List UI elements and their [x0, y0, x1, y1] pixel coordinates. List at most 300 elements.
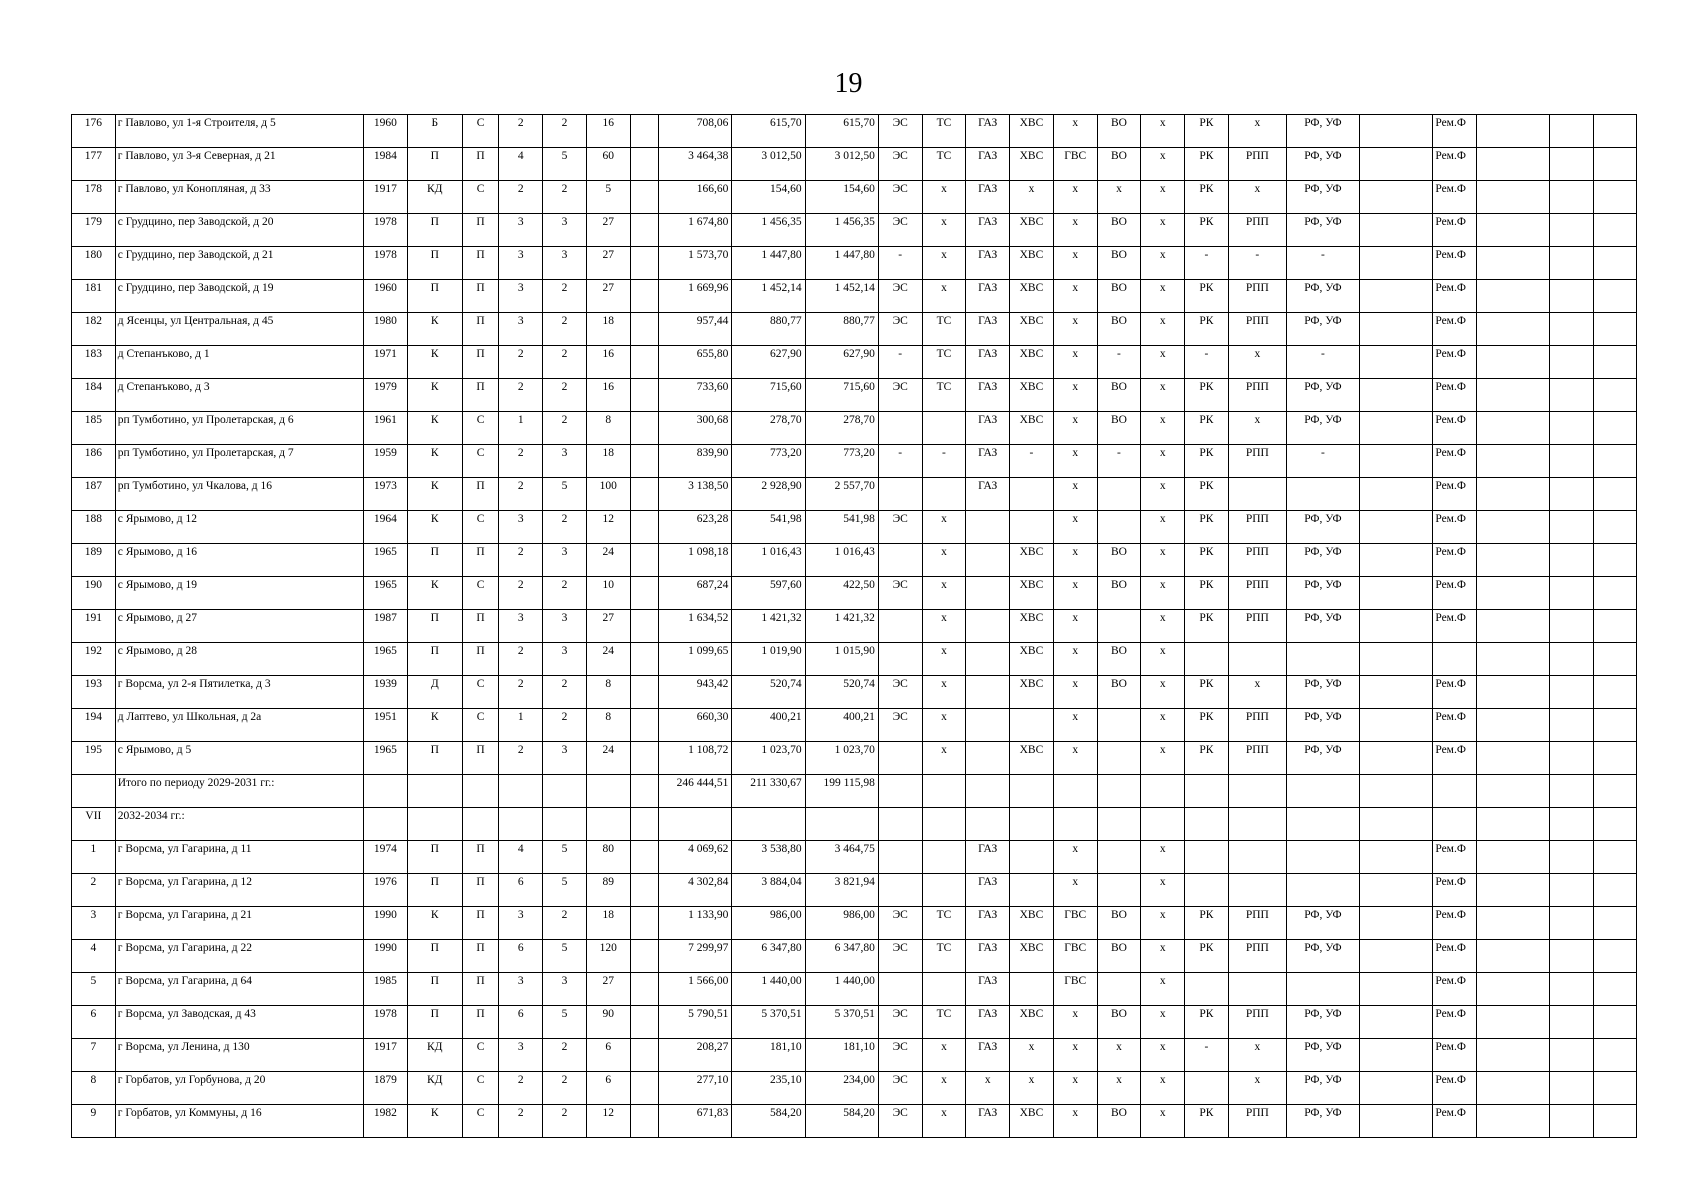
heating-cell: [922, 841, 966, 874]
sewerage-cell: ВО: [1097, 577, 1141, 610]
house-type-cell: С: [462, 676, 499, 709]
living-area-cell: 520,74: [732, 676, 805, 709]
blank-cell: [1477, 511, 1550, 544]
house-type-cell: С: [462, 577, 499, 610]
total-area-cell: 3 464,38: [659, 148, 732, 181]
blank-cell: [1360, 313, 1433, 346]
entrances-cell: 2: [543, 511, 587, 544]
house-type-cell: П: [462, 280, 499, 313]
blank-cell: [1550, 643, 1594, 676]
house-type-cell: П: [462, 247, 499, 280]
blank-cell: [1360, 511, 1433, 544]
sewerage-cell: ВО: [1097, 247, 1141, 280]
table-row: [72, 247, 1637, 280]
residential-area-cell: 3 821,94: [805, 874, 878, 907]
floors-cell: 3: [499, 610, 543, 643]
house-type-cell: П: [462, 940, 499, 973]
table-row: [72, 313, 1637, 346]
address-cell: с Грудцино, пер Заводской, д 20: [115, 214, 363, 247]
electricity-cell: ЭС: [878, 940, 922, 973]
total-area-cell: 655,80: [659, 346, 732, 379]
residential-area-cell: 1 456,35: [805, 214, 878, 247]
living-area-cell: 715,60: [732, 379, 805, 412]
sewerage-cell: ВО: [1097, 379, 1141, 412]
rk-cell: [1185, 643, 1229, 676]
residential-area-cell: 199 115,98: [805, 775, 878, 808]
gas-cell: ГАЗ: [966, 115, 1010, 148]
year-built-cell: 1965: [364, 742, 408, 775]
rk-cell: РК: [1185, 1006, 1229, 1039]
blank-cell: [630, 1105, 658, 1138]
roof-facade-cell: РФ, УФ: [1286, 1105, 1359, 1138]
roof-facade-cell: РФ, УФ: [1286, 280, 1359, 313]
blank-cell: [1477, 412, 1550, 445]
cold-water-cell: ХВС: [1010, 544, 1054, 577]
utility-cell: х: [1141, 346, 1185, 379]
sewerage-cell: [1097, 874, 1141, 907]
repair-fund-cell: Рем.Ф: [1433, 181, 1477, 214]
cold-water-cell: ХВС: [1010, 280, 1054, 313]
row-number-cell: 182: [72, 313, 116, 346]
cold-water-cell: ХВС: [1010, 115, 1054, 148]
total-area-cell: [659, 808, 732, 841]
year-built-cell: 1951: [364, 709, 408, 742]
blank-cell: [630, 379, 658, 412]
entrances-cell: 3: [543, 247, 587, 280]
gas-cell: ГАЗ: [966, 412, 1010, 445]
year-built-cell: 1980: [364, 313, 408, 346]
electricity-cell: ЭС: [878, 313, 922, 346]
rpp-cell: х: [1228, 181, 1286, 214]
residential-area-cell: [805, 808, 878, 841]
living-area-cell: 1 019,90: [732, 643, 805, 676]
house-type-cell: С: [462, 115, 499, 148]
year-built-cell: 1965: [364, 544, 408, 577]
table-row: [72, 214, 1637, 247]
apartments-cell: 24: [586, 544, 630, 577]
repair-fund-cell: Рем.Ф: [1433, 148, 1477, 181]
roof-facade-cell: РФ, УФ: [1286, 577, 1359, 610]
gas-cell: [966, 676, 1010, 709]
house-type-cell: С: [462, 709, 499, 742]
sewerage-cell: [1097, 610, 1141, 643]
living-area-cell: 2 928,90: [732, 478, 805, 511]
total-area-cell: 1 098,18: [659, 544, 732, 577]
table-row: [72, 709, 1637, 742]
residential-area-cell: 627,90: [805, 346, 878, 379]
blank-cell: [630, 1039, 658, 1072]
roof-facade-cell: РФ, УФ: [1286, 544, 1359, 577]
utility-cell: х: [1141, 379, 1185, 412]
hot-water-cell: ГВС: [1053, 907, 1097, 940]
electricity-cell: ЭС: [878, 1105, 922, 1138]
living-area-cell: 773,20: [732, 445, 805, 478]
apartments-cell: 27: [586, 214, 630, 247]
roof-facade-cell: РФ, УФ: [1286, 412, 1359, 445]
rpp-cell: РПП: [1228, 544, 1286, 577]
address-cell: г Ворсма, ул Ленина, д 130: [115, 1039, 363, 1072]
rk-cell: [1185, 874, 1229, 907]
floors-cell: 3: [499, 280, 543, 313]
blank-cell: [1360, 643, 1433, 676]
living-area-cell: [732, 808, 805, 841]
address-cell: г Ворсма, ул Гагарина, д 11: [115, 841, 363, 874]
roof-facade-cell: [1286, 808, 1359, 841]
cold-water-cell: ХВС: [1010, 742, 1054, 775]
table-row: [72, 643, 1637, 676]
blank-cell: [1594, 874, 1637, 907]
utility-cell: х: [1141, 115, 1185, 148]
residential-area-cell: 1 023,70: [805, 742, 878, 775]
wall-material-cell: К: [407, 907, 462, 940]
roof-facade-cell: РФ, УФ: [1286, 742, 1359, 775]
gas-cell: [966, 808, 1010, 841]
blank-cell: [1594, 742, 1637, 775]
table-row: [72, 478, 1637, 511]
table-row: [72, 445, 1637, 478]
hot-water-cell: х: [1053, 115, 1097, 148]
address-cell: рп Тумботино, ул Пролетарская, д 6: [115, 412, 363, 445]
hot-water-cell: х: [1053, 445, 1097, 478]
rk-cell: РК: [1185, 940, 1229, 973]
living-area-cell: 1 447,80: [732, 247, 805, 280]
cold-water-cell: ХВС: [1010, 643, 1054, 676]
blank-cell: [1477, 742, 1550, 775]
wall-material-cell: [407, 775, 462, 808]
heating-cell: х: [922, 1072, 966, 1105]
entrances-cell: 2: [543, 115, 587, 148]
table-row: [72, 577, 1637, 610]
wall-material-cell: П: [407, 610, 462, 643]
hot-water-cell: х: [1053, 1072, 1097, 1105]
rpp-cell: -: [1228, 247, 1286, 280]
repair-fund-cell: [1433, 808, 1477, 841]
address-cell: с Грудцино, пер Заводской, д 19: [115, 280, 363, 313]
blank-cell: [1550, 115, 1594, 148]
hot-water-cell: х: [1053, 478, 1097, 511]
hot-water-cell: х: [1053, 1006, 1097, 1039]
blank-cell: [1594, 379, 1637, 412]
blank-cell: [630, 346, 658, 379]
repair-fund-cell: Рем.Ф: [1433, 1006, 1477, 1039]
gas-cell: ГАЗ: [966, 874, 1010, 907]
wall-material-cell: П: [407, 544, 462, 577]
gas-cell: [966, 577, 1010, 610]
wall-material-cell: П: [407, 742, 462, 775]
utility-cell: х: [1141, 412, 1185, 445]
hot-water-cell: х: [1053, 511, 1097, 544]
row-number-cell: 181: [72, 280, 116, 313]
rk-cell: РК: [1185, 280, 1229, 313]
total-area-cell: 733,60: [659, 379, 732, 412]
floors-cell: 2: [499, 379, 543, 412]
sewerage-cell: ВО: [1097, 313, 1141, 346]
utility-cell: х: [1141, 709, 1185, 742]
electricity-cell: -: [878, 346, 922, 379]
electricity-cell: -: [878, 247, 922, 280]
table-row: [72, 973, 1637, 1006]
rpp-cell: [1228, 643, 1286, 676]
residential-area-cell: 715,60: [805, 379, 878, 412]
roof-facade-cell: РФ, УФ: [1286, 709, 1359, 742]
utility-cell: [1141, 808, 1185, 841]
sewerage-cell: ВО: [1097, 214, 1141, 247]
residential-area-cell: 584,20: [805, 1105, 878, 1138]
blank-cell: [1550, 511, 1594, 544]
address-cell: с Ярымово, д 16: [115, 544, 363, 577]
row-number-cell: 188: [72, 511, 116, 544]
table-row: [72, 1072, 1637, 1105]
electricity-cell: [878, 412, 922, 445]
wall-material-cell: Б: [407, 115, 462, 148]
entrances-cell: 3: [543, 544, 587, 577]
rk-cell: РК: [1185, 115, 1229, 148]
rpp-cell: РПП: [1228, 445, 1286, 478]
cold-water-cell: ХВС: [1010, 907, 1054, 940]
entrances-cell: [543, 775, 587, 808]
address-cell: д Ясенцы, ул Центральная, д 45: [115, 313, 363, 346]
year-built-cell: 1939: [364, 676, 408, 709]
cold-water-cell: ХВС: [1010, 412, 1054, 445]
total-area-cell: 671,83: [659, 1105, 732, 1138]
table-row: [72, 676, 1637, 709]
floors-cell: 2: [499, 115, 543, 148]
year-built-cell: 1990: [364, 907, 408, 940]
floors-cell: 2: [499, 1072, 543, 1105]
blank-cell: [1594, 973, 1637, 1006]
table-row: [72, 181, 1637, 214]
wall-material-cell: К: [407, 346, 462, 379]
sewerage-cell: ВО: [1097, 1105, 1141, 1138]
blank-cell: [1550, 412, 1594, 445]
rpp-cell: РПП: [1228, 577, 1286, 610]
year-built-cell: 1982: [364, 1105, 408, 1138]
house-type-cell: П: [462, 313, 499, 346]
house-type-cell: С: [462, 1072, 499, 1105]
blank-cell: [1594, 115, 1637, 148]
utility-cell: х: [1141, 313, 1185, 346]
cold-water-cell: ХВС: [1010, 940, 1054, 973]
cold-water-cell: ХВС: [1010, 1105, 1054, 1138]
utility-cell: х: [1141, 940, 1185, 973]
blank-cell: [1477, 115, 1550, 148]
heating-cell: [922, 973, 966, 1006]
address-cell: г Горбатов, ул Горбунова, д 20: [115, 1072, 363, 1105]
living-area-cell: 235,10: [732, 1072, 805, 1105]
gas-cell: ГАЗ: [966, 214, 1010, 247]
living-area-cell: 1 023,70: [732, 742, 805, 775]
blank-cell: [1360, 676, 1433, 709]
rpp-cell: РПП: [1228, 511, 1286, 544]
residential-area-cell: 3 012,50: [805, 148, 878, 181]
blank-cell: [1360, 544, 1433, 577]
heating-cell: ТС: [922, 313, 966, 346]
sewerage-cell: [1097, 742, 1141, 775]
blank-cell: [1477, 478, 1550, 511]
blank-cell: [1594, 346, 1637, 379]
heating-cell: х: [922, 577, 966, 610]
rk-cell: РК: [1185, 907, 1229, 940]
utility-cell: х: [1141, 544, 1185, 577]
blank-cell: [1550, 346, 1594, 379]
table-row: [72, 742, 1637, 775]
apartments-cell: 27: [586, 247, 630, 280]
row-number-cell: 185: [72, 412, 116, 445]
blank-cell: [1594, 313, 1637, 346]
hot-water-cell: ГВС: [1053, 148, 1097, 181]
blank-cell: [1477, 709, 1550, 742]
entrances-cell: 2: [543, 313, 587, 346]
blank-cell: [1594, 511, 1637, 544]
cold-water-cell: ХВС: [1010, 214, 1054, 247]
rk-cell: -: [1185, 247, 1229, 280]
address-cell: г Ворсма, ул Заводская, д 43: [115, 1006, 363, 1039]
rk-cell: РК: [1185, 148, 1229, 181]
residential-area-cell: 154,60: [805, 181, 878, 214]
year-built-cell: [364, 775, 408, 808]
floors-cell: 4: [499, 841, 543, 874]
repair-fund-cell: Рем.Ф: [1433, 544, 1477, 577]
floors-cell: [499, 808, 543, 841]
blank-cell: [1550, 1039, 1594, 1072]
living-area-cell: 986,00: [732, 907, 805, 940]
house-type-cell: [462, 808, 499, 841]
blank-cell: [630, 247, 658, 280]
roof-facade-cell: РФ, УФ: [1286, 148, 1359, 181]
wall-material-cell: П: [407, 280, 462, 313]
rk-cell: [1185, 775, 1229, 808]
apartments-cell: 16: [586, 115, 630, 148]
floors-cell: 3: [499, 1039, 543, 1072]
utility-cell: х: [1141, 1072, 1185, 1105]
blank-cell: [1477, 1105, 1550, 1138]
rpp-cell: РПП: [1228, 214, 1286, 247]
blank-cell: [1360, 346, 1433, 379]
rk-cell: РК: [1185, 544, 1229, 577]
heating-cell: ТС: [922, 115, 966, 148]
blank-cell: [1360, 775, 1433, 808]
gas-cell: [966, 775, 1010, 808]
blank-cell: [1550, 445, 1594, 478]
total-area-cell: 246 444,51: [659, 775, 732, 808]
utility-cell: х: [1141, 643, 1185, 676]
blank-cell: [1550, 577, 1594, 610]
utility-cell: х: [1141, 247, 1185, 280]
wall-material-cell: К: [407, 313, 462, 346]
living-area-cell: 1 016,43: [732, 544, 805, 577]
repair-fund-cell: Рем.Ф: [1433, 709, 1477, 742]
blank-cell: [1594, 412, 1637, 445]
rpp-cell: х: [1228, 1039, 1286, 1072]
repair-fund-cell: Рем.Ф: [1433, 841, 1477, 874]
cold-water-cell: [1010, 709, 1054, 742]
living-area-cell: 541,98: [732, 511, 805, 544]
entrances-cell: 5: [543, 874, 587, 907]
year-built-cell: 1978: [364, 214, 408, 247]
blank-cell: [1477, 247, 1550, 280]
residential-area-cell: 278,70: [805, 412, 878, 445]
blank-cell: [1360, 247, 1433, 280]
row-number-cell: 183: [72, 346, 116, 379]
blank-cell: [1477, 643, 1550, 676]
floors-cell: [499, 775, 543, 808]
residential-area-cell: 1 452,14: [805, 280, 878, 313]
table-row: [72, 1006, 1637, 1039]
utility-cell: х: [1141, 907, 1185, 940]
heating-cell: х: [922, 676, 966, 709]
entrances-cell: 2: [543, 1039, 587, 1072]
cold-water-cell: [1010, 841, 1054, 874]
cold-water-cell: ХВС: [1010, 379, 1054, 412]
wall-material-cell: П: [407, 874, 462, 907]
hot-water-cell: х: [1053, 1105, 1097, 1138]
blank-cell: [1360, 1039, 1433, 1072]
blank-cell: [1550, 478, 1594, 511]
electricity-cell: ЭС: [878, 709, 922, 742]
floors-cell: 2: [499, 643, 543, 676]
year-built-cell: 1959: [364, 445, 408, 478]
electricity-cell: ЭС: [878, 115, 922, 148]
living-area-cell: 181,10: [732, 1039, 805, 1072]
address-cell: с Ярымово, д 28: [115, 643, 363, 676]
repair-fund-cell: [1433, 643, 1477, 676]
hot-water-cell: х: [1053, 874, 1097, 907]
blank-cell: [1594, 808, 1637, 841]
rk-cell: РК: [1185, 445, 1229, 478]
apartments-cell: 60: [586, 148, 630, 181]
electricity-cell: [878, 643, 922, 676]
utility-cell: х: [1141, 445, 1185, 478]
address-cell: г Ворсма, ул Гагарина, д 64: [115, 973, 363, 1006]
year-built-cell: 1965: [364, 577, 408, 610]
table-row: [72, 115, 1637, 148]
heating-cell: х: [922, 181, 966, 214]
blank-cell: [1360, 808, 1433, 841]
blank-cell: [630, 973, 658, 1006]
entrances-cell: [543, 808, 587, 841]
entrances-cell: 2: [543, 379, 587, 412]
wall-material-cell: П: [407, 148, 462, 181]
residential-area-cell: 5 370,51: [805, 1006, 878, 1039]
residential-area-cell: 615,70: [805, 115, 878, 148]
hot-water-cell: ГВС: [1053, 940, 1097, 973]
row-number-cell: 3: [72, 907, 116, 940]
address-cell: с Ярымово, д 19: [115, 577, 363, 610]
floors-cell: 3: [499, 907, 543, 940]
row-number-cell: 190: [72, 577, 116, 610]
rpp-cell: РПП: [1228, 1006, 1286, 1039]
rpp-cell: РПП: [1228, 709, 1286, 742]
blank-cell: [1360, 478, 1433, 511]
rpp-cell: х: [1228, 676, 1286, 709]
blank-cell: [630, 214, 658, 247]
entrances-cell: 5: [543, 478, 587, 511]
heating-cell: -: [922, 445, 966, 478]
utility-cell: х: [1141, 610, 1185, 643]
repair-fund-cell: Рем.Ф: [1433, 676, 1477, 709]
blank-cell: [1477, 280, 1550, 313]
year-built-cell: 1985: [364, 973, 408, 1006]
blank-cell: [1594, 544, 1637, 577]
apartments-cell: 8: [586, 709, 630, 742]
cold-water-cell: ХВС: [1010, 346, 1054, 379]
rpp-cell: [1228, 874, 1286, 907]
wall-material-cell: КД: [407, 181, 462, 214]
hot-water-cell: х: [1053, 280, 1097, 313]
row-number-cell: 180: [72, 247, 116, 280]
row-number-cell: 192: [72, 643, 116, 676]
roof-facade-cell: -: [1286, 247, 1359, 280]
